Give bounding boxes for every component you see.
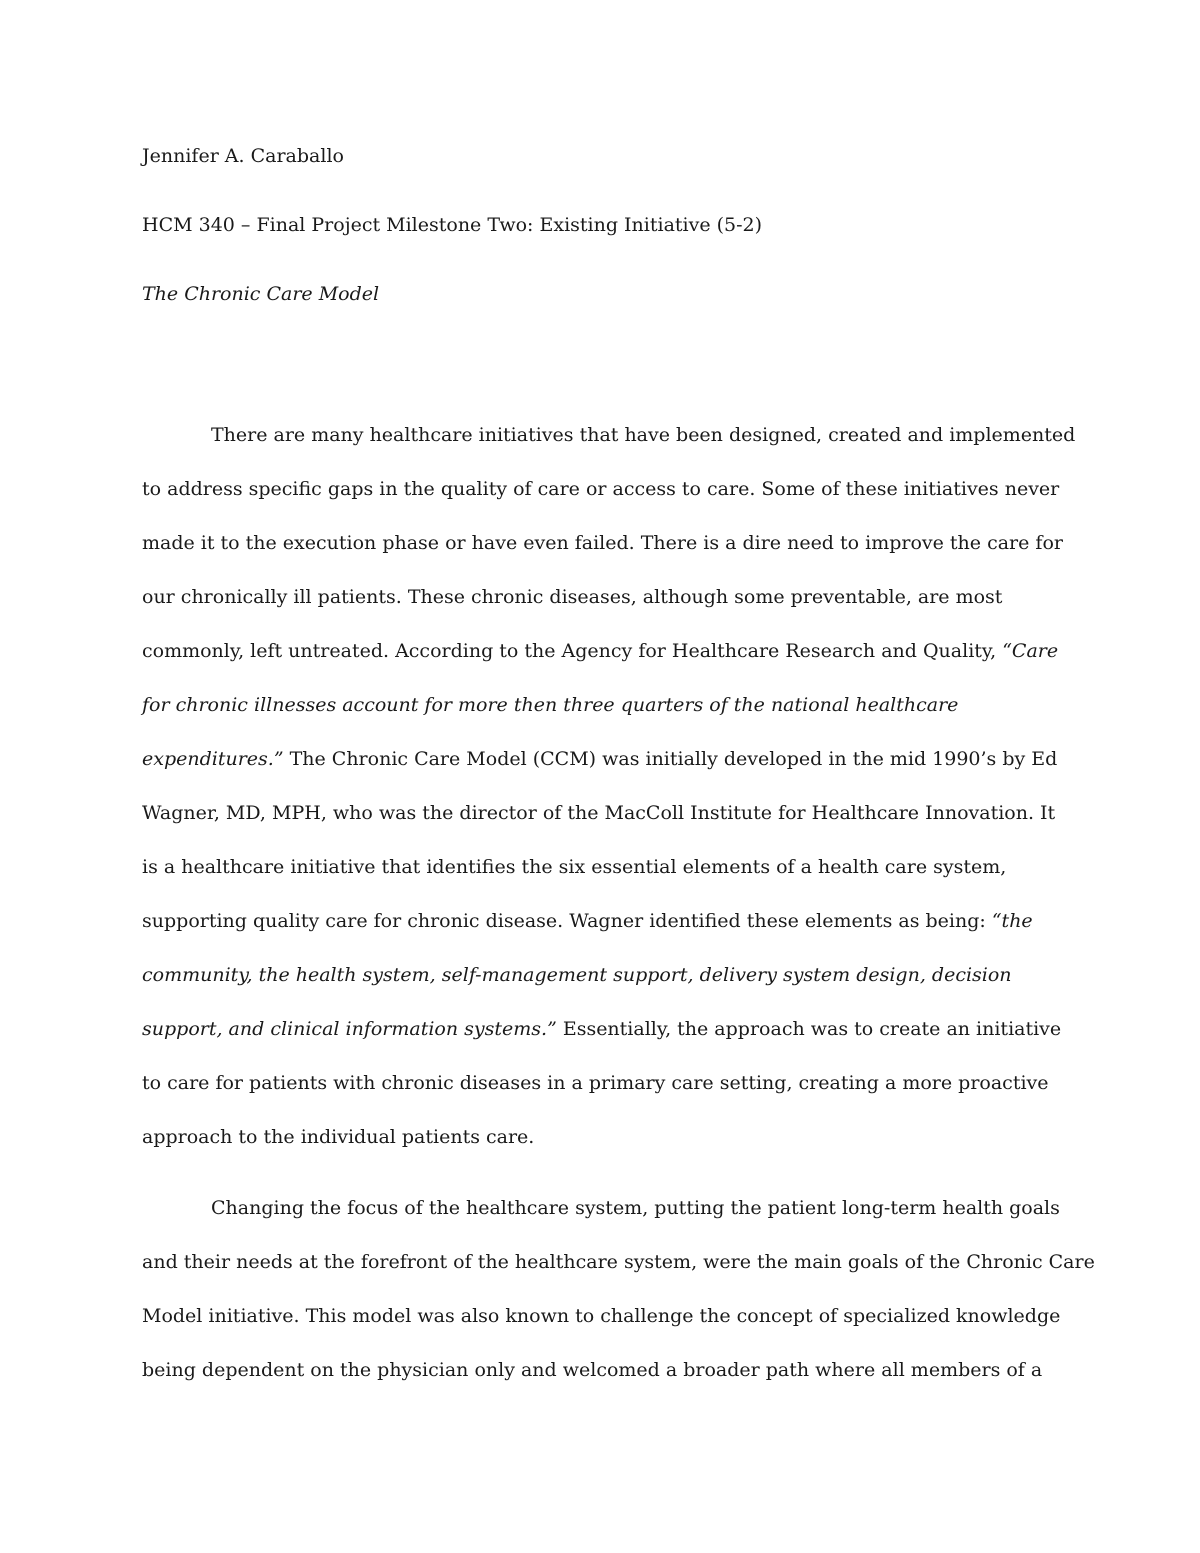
text-line: [142, 1056, 1072, 1110]
text-run: made it to the execution phase or have even failed. There is a dire need to improve the care for: [142, 532, 1063, 554]
text-line: [142, 1289, 1072, 1343]
text-line: [142, 948, 1072, 1002]
text-line: [142, 462, 1072, 516]
text-run: commonly, left untreated. According to the Agency for Healthcare Research and Quality,: [142, 640, 1003, 662]
quoted-text: community, the health system, self-management support, delivery system design, decision: [142, 964, 1012, 986]
text-run: being dependent on the physician only and welcomed a broader path where all members of a: [142, 1359, 1043, 1381]
paragraph-1: [142, 408, 1076, 1164]
text-run: Essentially, the approach was to create an initiative: [556, 1018, 1062, 1040]
course-heading: HCM 340 – Final Project Milestone Two: Existing Initiative (5-2): [142, 214, 763, 236]
quoted-text: expenditures.”: [142, 748, 284, 770]
text-line: [142, 1235, 1095, 1289]
text-run: Wagner, MD, MPH, who was the director of the MacColl Institute for Healthcare Innovation. It: [142, 802, 1056, 824]
text-run: Changing the focus of the healthcare system, putting the patient long-term health goals: [211, 1197, 1060, 1219]
text-line: [142, 1181, 1072, 1235]
text-line: [142, 1343, 1072, 1397]
quoted-text: “the: [991, 910, 1033, 932]
text-run: our chronically ill patients. These chronic diseases, although some preventable, are most: [142, 586, 1003, 608]
quoted-text: for chronic illnesses account for more then three quarters of the national healthcare: [142, 694, 959, 716]
text-line: [142, 624, 1072, 678]
text-run: There are many healthcare initiatives that have been designed, created and implemented: [211, 424, 1076, 446]
text-run: to care for patients with chronic diseases in a primary care setting, creating a more proactive: [142, 1072, 1049, 1094]
text-line: [142, 894, 1072, 948]
paragraph-2: [142, 1181, 1095, 1397]
quoted-text: “Care: [1002, 640, 1059, 662]
document-title: The Chronic Care Model: [142, 283, 380, 305]
text-run: The Chronic Care Model (CCM) was initially developed in the mid 1990’s by Ed: [283, 748, 1058, 770]
text-run: approach to the individual patients care.: [142, 1126, 535, 1148]
text-run: Model initiative. This model was also known to challenge the concept of specialized knowledge: [142, 1305, 1061, 1327]
text-run: to address specific gaps in the quality of care or access to care. Some of these initiatives never: [142, 478, 1060, 500]
text-line: [142, 840, 1072, 894]
text-run: supporting quality care for chronic disease. Wagner identified these elements as being:: [142, 910, 992, 932]
text-line: [142, 516, 1072, 570]
text-line: [142, 570, 1072, 624]
quoted-text: support, and clinical information systems.”: [142, 1018, 557, 1040]
text-run: and their needs at the forefront of the healthcare system, were the main goals of the Chronic Care: [142, 1251, 1095, 1273]
text-line: [142, 786, 1072, 840]
text-line: [142, 408, 1076, 462]
text-line: [142, 678, 1072, 732]
text-line: [142, 732, 1072, 786]
text-line: [142, 1110, 1072, 1164]
author-name: Jennifer A. Caraballo: [142, 145, 344, 167]
text-run: is a healthcare initiative that identifies the six essential elements of a health care system,: [142, 856, 1007, 878]
text-line: [142, 1002, 1072, 1056]
